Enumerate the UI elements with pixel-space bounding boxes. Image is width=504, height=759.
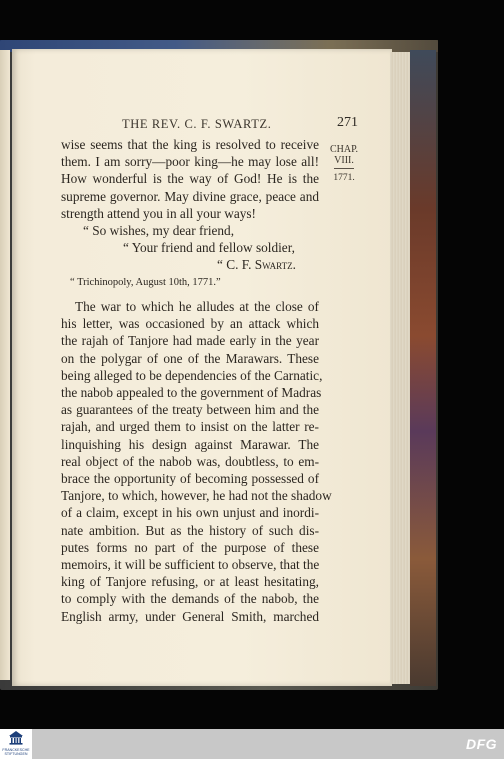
letter-text (61, 136, 319, 291)
text-line: the rajah of Tanjore had made early in the year (61, 333, 319, 349)
letter-signature: “ C. F. Swartz. (217, 257, 296, 273)
letter-closing: “ Your friend and fellow soldier, (123, 240, 295, 256)
text-line: of a claim, except in his own unjust and inordi- (61, 505, 319, 521)
text-line: the nabob appealed to the government of Madras (61, 385, 322, 401)
page-block-edges (390, 52, 410, 684)
text-line: strength attend you in all your ways! (61, 205, 256, 221)
margin-note (326, 144, 362, 184)
text-line: on the polygar of one of the Marawars. These (61, 350, 319, 366)
margin-chapter-number: VIII. (334, 155, 354, 166)
text-line: Tanjore, to which, however, he had not the shadow (61, 488, 332, 504)
logo-text-line: FRANCKESCHE (2, 748, 30, 752)
marbled-cover-edge (410, 50, 436, 686)
body-paragraph (61, 298, 332, 625)
text-line: The war to which he alludes at the close of (75, 299, 319, 314)
running-head: THE REV. C. F. SWARTZ. (122, 117, 272, 131)
viewer-footer-bar (0, 729, 504, 759)
page-number: 271 (337, 115, 358, 130)
facing-page-edge (0, 50, 10, 680)
logo-text-line: STIFTUNGEN (4, 752, 28, 756)
margin-year: 1771. (333, 173, 355, 183)
text-line: rajah, and urged them to insist on the latter re- (61, 419, 319, 435)
text-line: memoirs, it will be sufficient to observe, that the (61, 557, 320, 573)
text-line: linquishing his design against Marawar. The (61, 436, 319, 452)
text-line: being alleged to be dependencies of the Carnatic, (61, 367, 323, 383)
text-line: brace the opportunity of becoming possessed of (61, 471, 319, 487)
text-line: his letter, was occasioned by an attack which (61, 316, 319, 332)
text-line: as guarantees of the treaty between him and the (61, 402, 319, 418)
text-line: to comply with the demands of the nabob, the (61, 591, 319, 607)
text-line: real object of the nabob was, doubtless, to em- (61, 453, 319, 469)
text-line: wise seems that the king is resolved to receive (61, 137, 319, 152)
text-line: How wonderful is the way of God! He is the (61, 171, 319, 187)
building-icon (8, 731, 24, 745)
margin-chapter-label: CHAP. (329, 144, 359, 155)
text-line: putes forms no part of the purpose of these (61, 539, 319, 555)
margin-rule (334, 168, 354, 169)
funder-logo[interactable]: DFG (466, 736, 498, 752)
text-line: nate ambition. But as the history of such dis- (61, 522, 319, 538)
text-line: English army, under General Smith, marched (61, 608, 319, 624)
text-line: them. I am sorry—poor king—he may lose all! (61, 154, 319, 170)
text-line: supreme governor. May divine grace, peace and (61, 188, 319, 204)
library-logo-text (1, 748, 31, 756)
library-logo[interactable] (0, 729, 32, 759)
letter-dateline: “ Trichinopoly, August 10th, 1771.” (70, 276, 221, 288)
text-line: king of Tanjore refusing, or at least hesitating, (61, 574, 319, 590)
letter-closing: “ So wishes, my dear friend, (83, 223, 235, 239)
